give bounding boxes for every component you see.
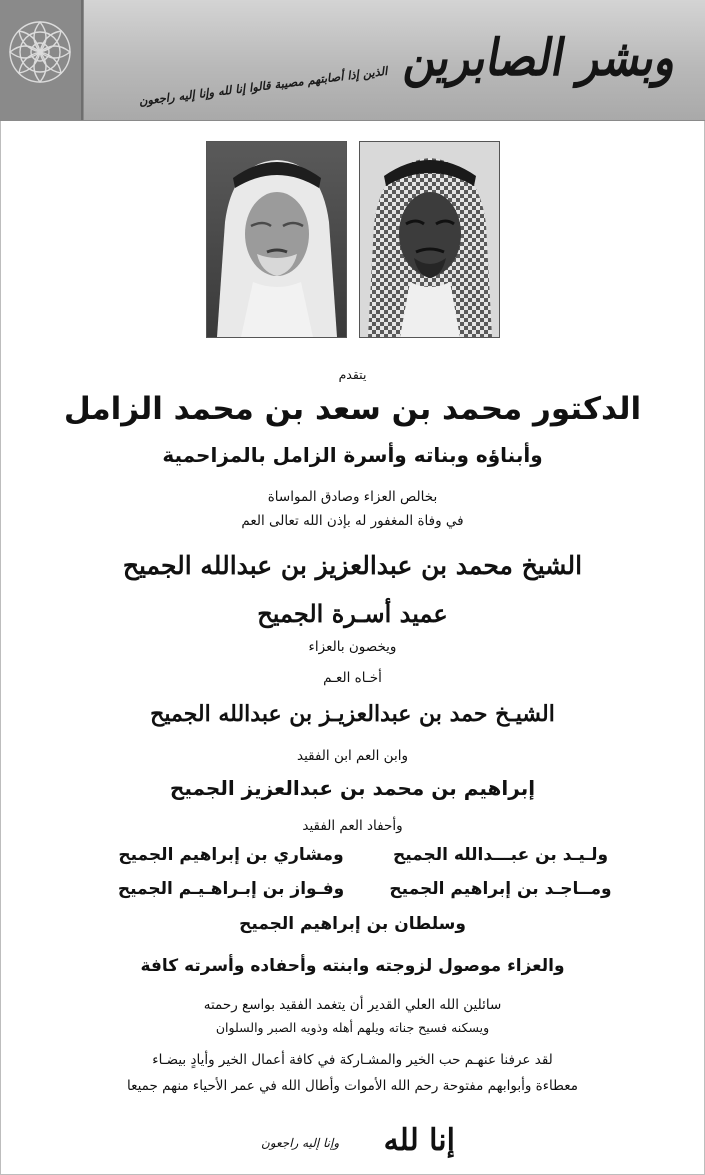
special-condolence: ويخصون بالعزاء: [308, 639, 397, 655]
condolence-line-1: بخالص العزاء وصادق المواساة: [267, 489, 438, 505]
sender-family: وأبناؤه وبناته وأسرة الزامل بالمزاحمية: [162, 443, 543, 467]
prayer-line-2: ويسكنه فسيح جناته ويلهم أهله وذويه الصبر والسلوان: [215, 1020, 490, 1035]
deceased-name: الشيخ محمد بن عبدالعزيز بن عبدالله الجميح: [122, 551, 583, 580]
brother-label: أخـاه العـم: [323, 670, 382, 686]
banner-verse: الذين إذا أصابتهم مصيبة قالوا إنا لله وإنا إليه راجعون: [137, 63, 388, 109]
grandson-name: وسلطان بن إبراهيم الجميح: [239, 914, 466, 934]
prayer-line-1: سائلين الله العلي القدير أن يتغمد الفقيد بواسع رحمته: [203, 997, 502, 1013]
deceased-photo: [206, 141, 347, 338]
extended-condolence: والعزاء موصول لزوجته وابنته وأحفاده وأسرته كافة: [140, 956, 565, 976]
condolence-line-2: في وفاة المغفور له بإذن الله تعالى العم: [241, 513, 464, 529]
footer-verse-large: إنا لله: [383, 1123, 455, 1158]
footer-verse-small: وإنا إليه راجعون: [261, 1136, 340, 1150]
footer-verse: [255, 1118, 455, 1164]
closing-line-2: معطاءة وأبوابهم مفتوحة رحم الله الأموات وأطال الله في عمر الأحياء منهم جميعا: [126, 1078, 578, 1094]
cousin-label: وابن العم ابن الفقيد: [296, 748, 408, 764]
banner-title: وبشر الصابرين: [400, 29, 683, 88]
grandson-name: ومــاجـد بن إبراهيم الجميح: [389, 879, 612, 899]
cousin-name: إبراهيم بن محمد بن عبدالعزيز الجميح: [169, 776, 536, 800]
sender-name: الدكتور محمد بن سعد بن محمد الزامل: [63, 391, 642, 427]
brother-photo: [359, 141, 500, 338]
closing-line-1: لقد عرفنا عنهـم حب الخير والمشـاركة في كافة أعمال الخير وأيادٍ بيضـاء: [152, 1052, 553, 1068]
intro-text: يتقدم: [338, 367, 367, 382]
grandson-name: ولـيـد بن عبـــدالله الجميح: [392, 845, 609, 865]
grandson-name: وفـواز بن إبـراهـيـم الجميح: [117, 879, 345, 899]
deceased-title: عميد أسـرة الجميح: [257, 599, 448, 628]
grandsons-label: وأحفاد العم الفقيد: [302, 818, 403, 834]
header-banner: [0, 0, 705, 121]
grandson-name: ومشاري بن إبراهيم الجميح: [118, 845, 344, 865]
floral-ornament-icon: [0, 0, 84, 120]
brother-name: الشيـخ حمد بن عبدالعزيـز بن عبدالله الجميح: [150, 701, 555, 727]
